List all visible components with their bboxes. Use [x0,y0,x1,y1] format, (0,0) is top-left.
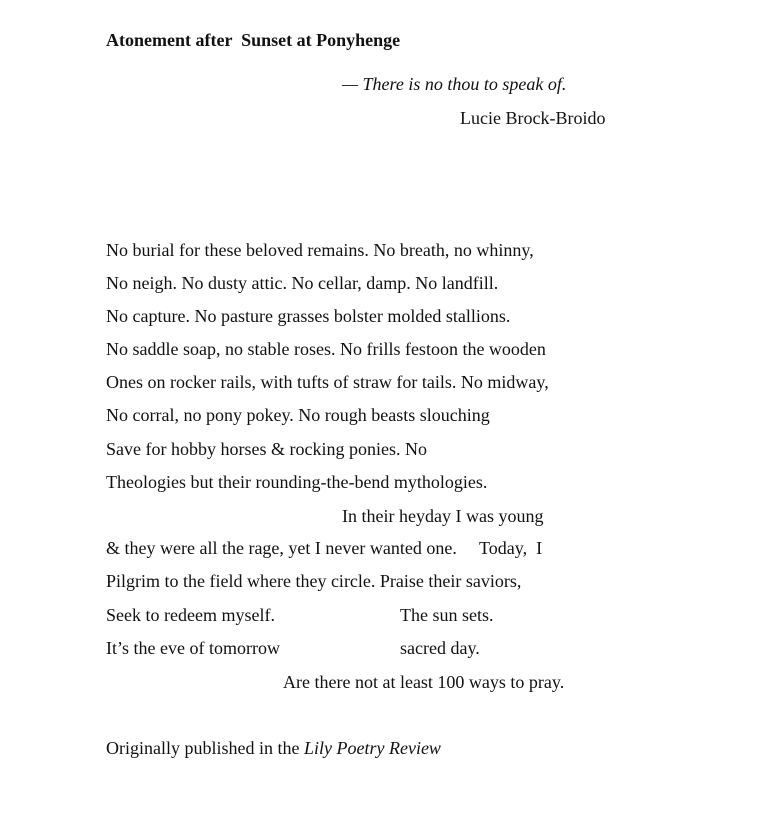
poem-line: sacred day. [400,638,480,658]
poem-line: No burial for these beloved remains. No breath, no whinny, [106,240,534,260]
poem-line: & they were all the rage, yet I never wanted one. Today, I [106,538,543,558]
poem-line: In their heyday I was young [342,506,544,526]
poem-line: It’s the eve of tomorrow [106,638,280,658]
epigraph-author: Lucie Brock-Broido [460,108,606,128]
poem-title: Atonement after Sunset at Ponyhenge [106,30,401,50]
credit-prefix: Originally published in the [106,738,304,758]
poem-line: Ones on rocker rails, with tufts of straw for tails. No midway, [106,372,549,392]
poem-line: Seek to redeem myself. [106,605,275,625]
poem-line: The sun sets. [400,605,494,625]
poem-line: Save for hobby horses & rocking ponies. No [106,439,427,459]
poem-line: Pilgrim to the field where they circle. Praise their saviors, [106,571,522,591]
epigraph: — There is no thou to speak of. [342,74,567,94]
poem-line: No saddle soap, no stable roses. No frills festoon the wooden [106,339,546,359]
publication-credit [106,736,441,760]
poem-line: No corral, no pony pokey. No rough beasts slouching [106,405,490,425]
publication-name: Lily Poetry Review [303,738,441,758]
poem-line: Are there not at least 100 ways to pray. [283,672,565,692]
poem-line: No neigh. No dusty attic. No cellar, damp. No landfill. [106,273,499,293]
poem-line: Theologies but their rounding-the-bend mythologies. [106,472,488,492]
poem-line: No capture. No pasture grasses bolster molded stallions. [106,306,511,326]
